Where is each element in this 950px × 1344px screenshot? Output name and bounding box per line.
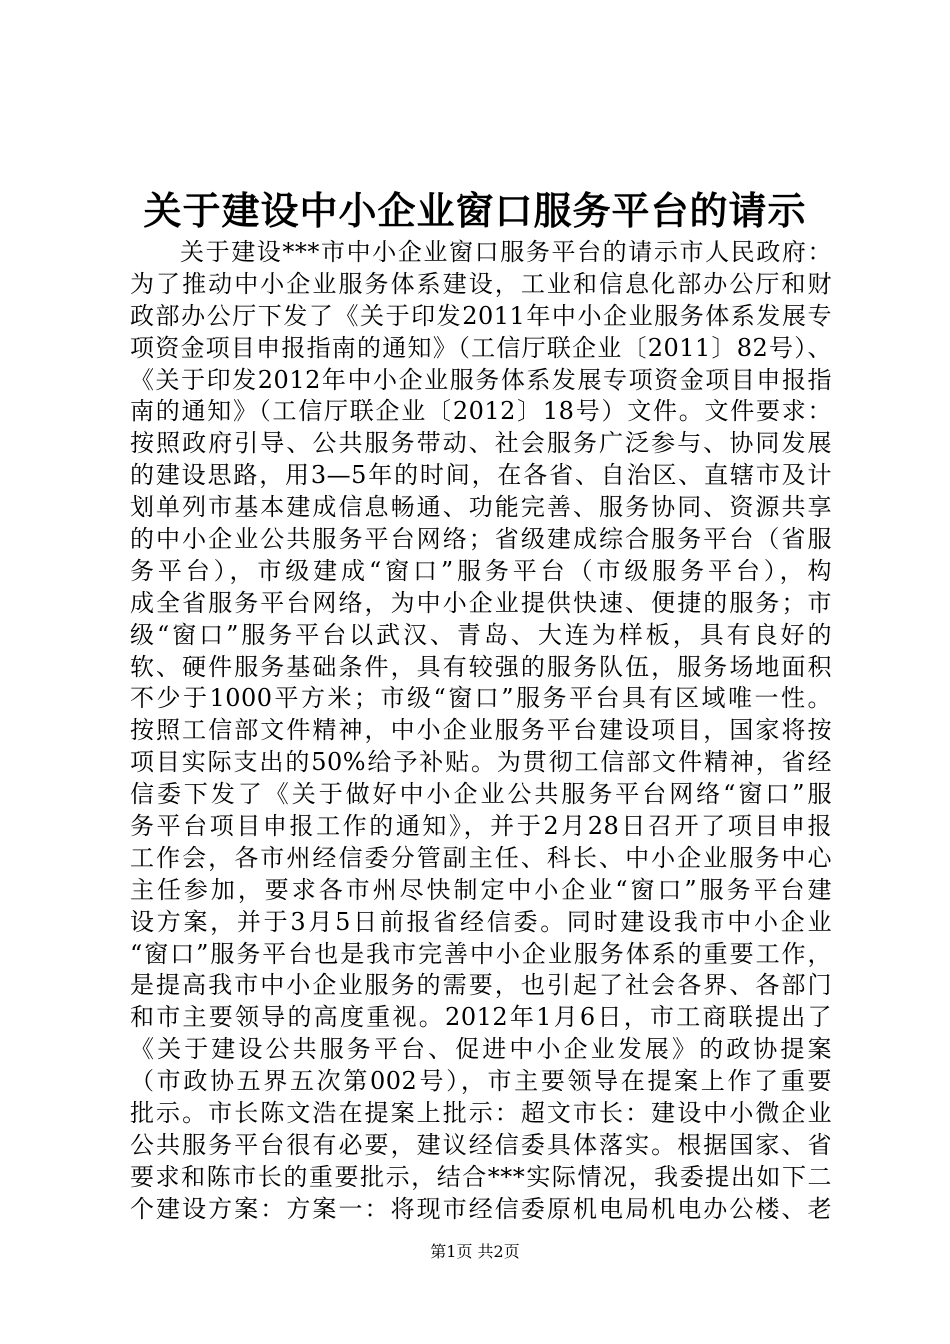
body-line: 级“窗口”服务平台以武汉、青岛、大连为样板，具有良好的	[130, 620, 832, 649]
body-line: 主任参加，要求各市州尽快制定中小企业“窗口”服务平台建	[130, 875, 832, 904]
body-line: 《关于建设公共服务平台、促进中小企业发展》的政协提案	[130, 1035, 832, 1064]
body-line: 关于建设***市中小企业窗口服务平台的请示市人民政府：	[180, 238, 832, 266]
body-line: 不少于1000平方米；市级“窗口”服务平台具有区域唯一性。	[130, 684, 832, 713]
body-line: 务平台），市级建成“窗口”服务平台（市级服务平台），构	[130, 556, 832, 585]
body-line: 个建设方案：方案一：将现市经信委原机电局机电办公楼、老	[130, 1194, 832, 1223]
body-line: 项目实际支出的50%给予补贴。为贯彻工信部文件精神，省经	[130, 748, 832, 777]
body-line: 的建设思路，用3—5年的时间，在各省、自治区、直辖市及计	[130, 461, 832, 490]
body-line: 工作会，各市州经信委分管副主任、科长、中小企业服务中心	[130, 843, 832, 872]
body-line: 和市主要领导的高度重视。2012年1月6日，市工商联提出了	[130, 1003, 832, 1032]
body-line: （市政协五界五次第002号），市主要领导在提案上作了重要	[130, 1067, 832, 1096]
body-line: 划单列市基本建成信息畅通、功能完善、服务协同、资源共享	[130, 493, 832, 522]
body-line: 公共服务平台很有必要，建议经信委具体落实。根据国家、省	[130, 1130, 832, 1159]
body-line: 软、硬件服务基础条件，具有较强的服务队伍，服务场地面积	[130, 652, 832, 681]
body-line: 项资金项目申报指南的通知》（工信厅联企业〔2011〕82号）、	[130, 333, 832, 362]
body-line: 政部办公厅下发了《关于印发2011年中小企业服务体系发展专	[130, 301, 832, 330]
body-line: 要求和陈市长的重要批示，结合***实际情况，我委提出如下二	[130, 1162, 832, 1191]
document-body	[130, 237, 832, 1226]
document-title: 关于建设中小企业窗口服务平台的请示	[143, 188, 807, 233]
body-line: 务平台项目申报工作的通知》，并于2月28日召开了项目申报	[130, 812, 832, 841]
body-line: 为了推动中小企业服务体系建设，工业和信息化部办公厅和财	[130, 269, 832, 298]
body-line: 批示。市长陈文浩在提案上批示：超文市长：建设中小微企业	[130, 1099, 832, 1128]
body-line: 设方案，并于3月5日前报省经信委。同时建设我市中小企业	[130, 907, 832, 936]
body-line: 按照政府引导、公共服务带动、社会服务广泛参与、协同发展	[130, 429, 832, 458]
body-line: 南的通知》（工信厅联企业〔2012〕18号）文件。文件要求：	[130, 397, 832, 426]
body-line: 成全省服务平台网络，为中小企业提供快速、便捷的服务；市	[130, 588, 832, 617]
body-line: 《关于印发2012年中小企业服务体系发展专项资金项目申报指	[130, 365, 832, 394]
body-line: 是提高我市中小企业服务的需要，也引起了社会各界、各部门	[130, 971, 832, 1000]
body-line: 按照工信部文件精神，中小企业服务平台建设项目，国家将按	[130, 716, 832, 745]
body-line: 信委下发了《关于做好中小企业公共服务平台网络“窗口”服	[130, 780, 832, 809]
body-line: “窗口”服务平台也是我市完善中小企业服务体系的重要工作，	[130, 939, 832, 968]
page-footer: 第1页 共2页	[430, 1242, 520, 1261]
body-line: 的中小企业公共服务平台网络；省级建成综合服务平台（省服	[130, 525, 832, 554]
